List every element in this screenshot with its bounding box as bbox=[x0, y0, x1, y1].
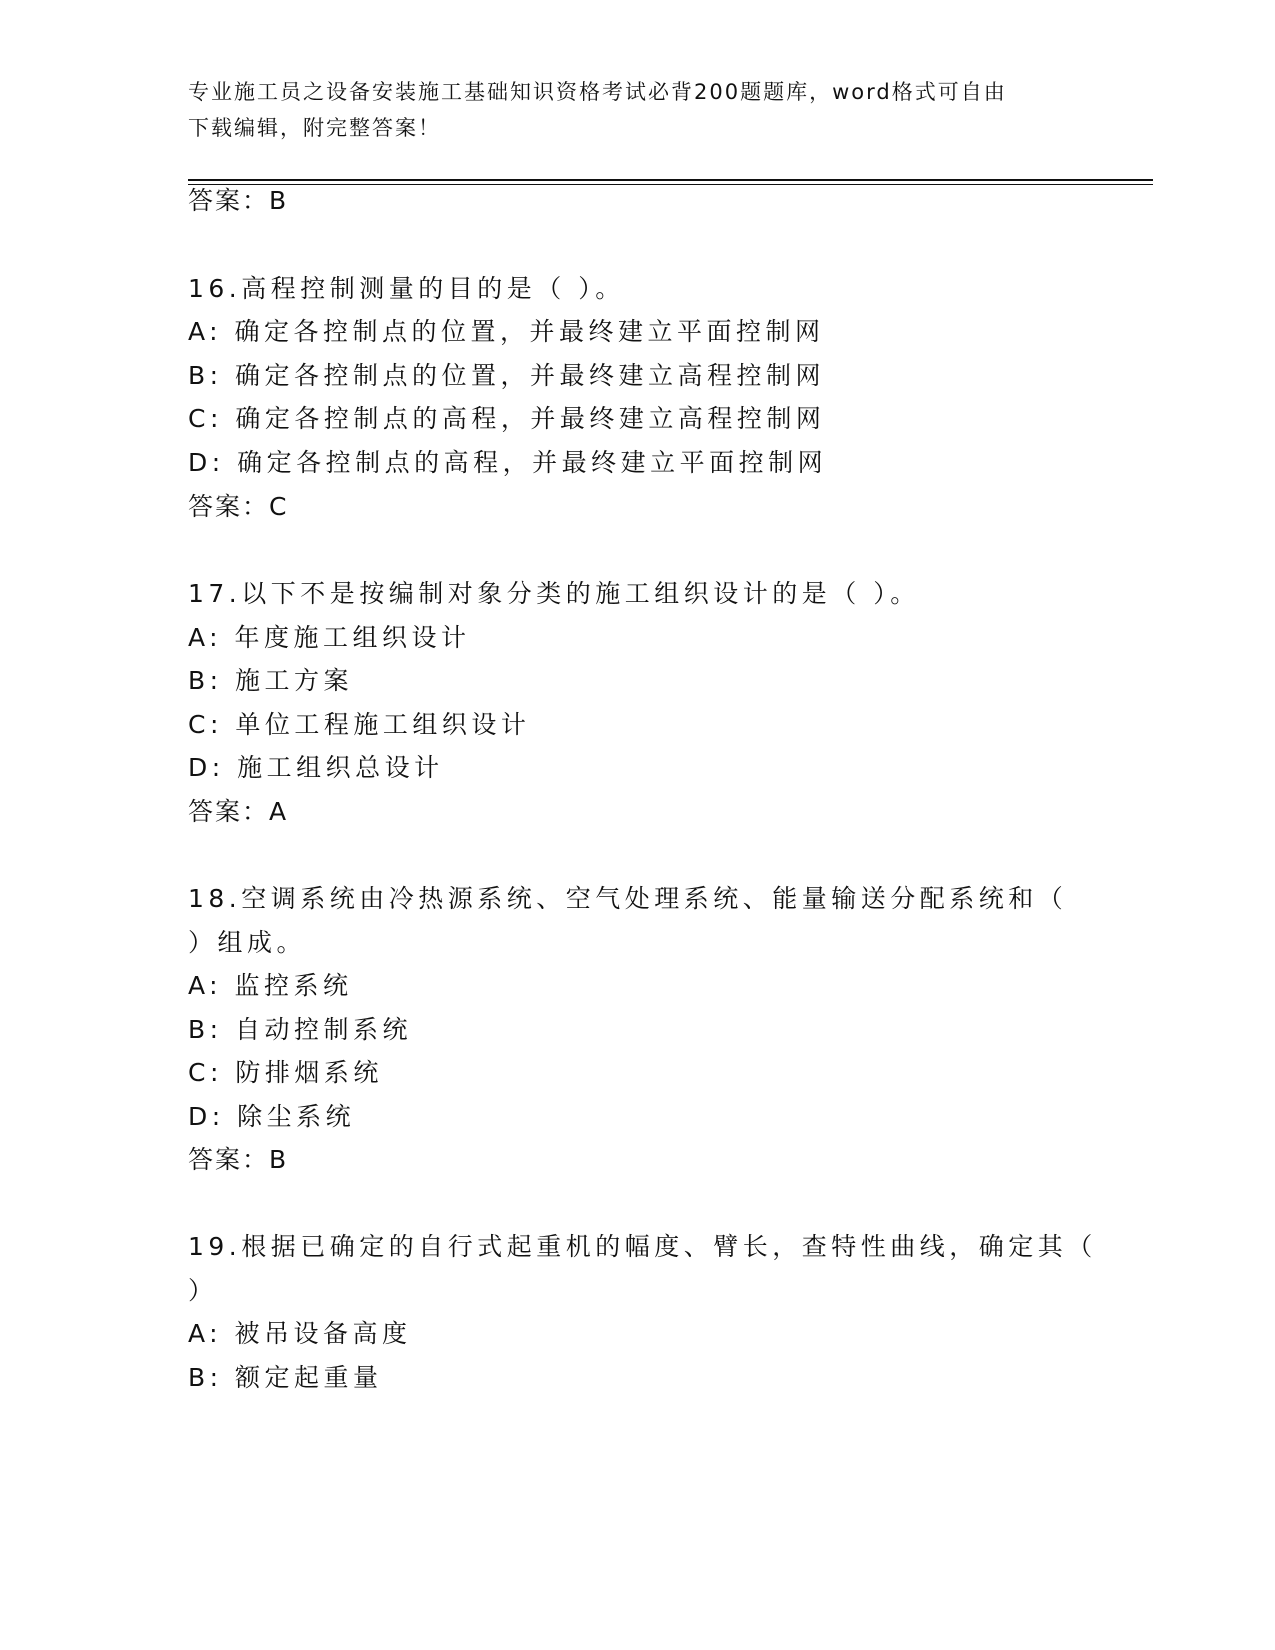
answer-15: 答案：B bbox=[188, 186, 289, 215]
question-18-option-c: C: 防排烟系统 bbox=[188, 1058, 383, 1087]
header-divider-thin bbox=[188, 184, 1153, 185]
question-19-option-a: A: 被吊设备高度 bbox=[188, 1319, 412, 1348]
question-17-option-c: C: 单位工程施工组织设计 bbox=[188, 710, 531, 739]
header-divider bbox=[188, 179, 1153, 181]
question-16-option-a: A: 确定各控制点的位置，并最终建立平面控制网 bbox=[188, 317, 825, 346]
question-18-option-d: D: 除尘系统 bbox=[188, 1102, 356, 1131]
header-line-1: 专业施工员之设备安装施工基础知识资格考试必背200题题库，word格式可自由 bbox=[188, 80, 1007, 104]
question-19-option-b: B: 额定起重量 bbox=[188, 1363, 383, 1392]
question-18-stem: 18.空调系统由冷热源系统、空气处理系统、能量输送分配系统和（ bbox=[188, 884, 1068, 913]
question-16-option-c: C: 确定各控制点的高程，并最终建立高程控制网 bbox=[188, 404, 826, 433]
question-16-stem: 16.高程控制测量的目的是（ ）。 bbox=[188, 274, 625, 303]
question-19-stem-cont: ） bbox=[188, 1276, 218, 1305]
question-16-option-b: B: 确定各控制点的位置，并最终建立高程控制网 bbox=[188, 361, 826, 390]
question-16-option-d: D: 确定各控制点的高程，并最终建立平面控制网 bbox=[188, 448, 828, 477]
header-line-2: 下载编辑，附完整答案！ bbox=[188, 116, 441, 140]
question-18-answer: 答案：B bbox=[188, 1145, 289, 1174]
question-19-stem: 19.根据已确定的自行式起重机的幅度、臂长，查特性曲线，确定其（ bbox=[188, 1232, 1097, 1261]
question-18-option-a: A: 监控系统 bbox=[188, 971, 353, 1000]
question-17-option-b: B: 施工方案 bbox=[188, 666, 354, 695]
document-header bbox=[188, 74, 1068, 146]
question-18-option-b: B: 自动控制系统 bbox=[188, 1015, 413, 1044]
question-17-option-d: D: 施工组织总设计 bbox=[188, 753, 444, 782]
question-17-answer: 答案：A bbox=[188, 797, 289, 826]
question-17-stem: 17.以下不是按编制对象分类的施工组织设计的是（ ）。 bbox=[188, 579, 920, 608]
question-16-answer: 答案：C bbox=[188, 492, 289, 521]
question-18-stem-cont: ）组成。 bbox=[188, 928, 307, 957]
question-17-option-a: A: 年度施工组织设计 bbox=[188, 623, 471, 652]
